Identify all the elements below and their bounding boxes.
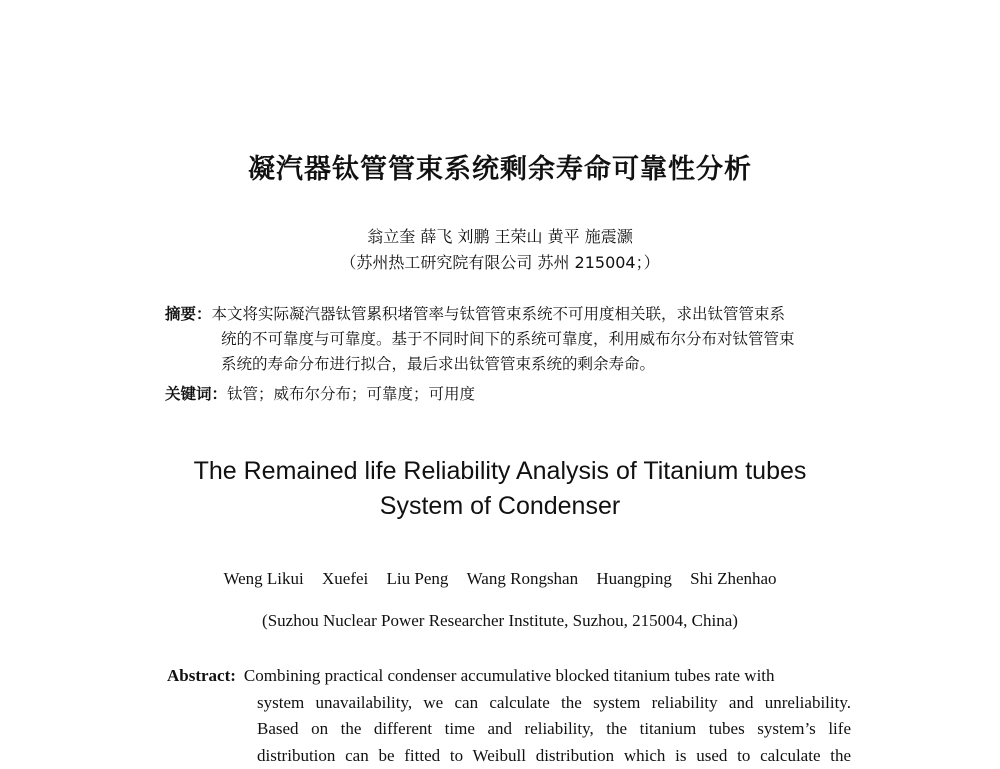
chinese-title: 凝汽器钛管管束系统剩余寿命可靠性分析 [0,147,1000,186]
chinese-keywords-label: 关键词： [165,385,227,403]
english-abstract-label: Abstract: [167,666,236,685]
chinese-affiliation: （苏州热工研究院有限公司 苏州 215004；） [0,250,1000,273]
english-abstract-line: system unavailability, we can calculate the system reliability and unreliability. [167,690,851,717]
chinese-keywords-text: 钛管；威布尔分布；可靠度；可用度 [227,385,475,403]
chinese-authors: 翁立奎 薛飞 刘鹏 王荣山 黄平 施震灏 [0,224,1000,247]
author-name: Weng Likui [223,569,303,588]
english-authors [0,569,1000,589]
author-name: Shi Zhenhao [690,569,776,588]
chinese-abstract-label: 摘要： [165,305,212,323]
english-abstract-line: Based on the different time and reliability, the titanium tubes system’s life [167,716,851,743]
author-name: Wang Rongshan [467,569,578,588]
author-name: Liu Peng [387,569,449,588]
chinese-abstract-line: 系统的寿命分布进行拟合，最后求出钛管管束系统的剩余寿命。 [165,352,855,377]
author-name: Huangping [596,569,672,588]
english-abstract-line: distribution can be fitted to Weibull distribution which is used to calculate the [167,743,851,769]
chinese-keywords [165,382,855,404]
english-abstract [167,663,851,769]
english-title-line-1: The Remained life Reliability Analysis of Titanium tubes [0,454,1000,489]
english-title-line-2: System of Condenser [0,489,1000,524]
english-abstract-line: Abstract: Combining practical condenser accumulative blocked titanium tubes rate with [167,663,851,690]
english-title [0,454,1000,524]
chinese-abstract-line: 摘要：本文将实际凝汽器钛管累积堵管率与钛管管束系统不可用度相关联，求出钛管管束系 [165,302,855,327]
author-name: Xuefei [322,569,368,588]
chinese-abstract [165,302,855,377]
chinese-abstract-line: 统的不可靠度与可靠度。基于不同时间下的系统可靠度，利用威布尔分布对钛管管束 [165,327,855,352]
english-affiliation: (Suzhou Nuclear Power Researcher Institute, Suzhou, 215004, China) [0,611,1000,631]
